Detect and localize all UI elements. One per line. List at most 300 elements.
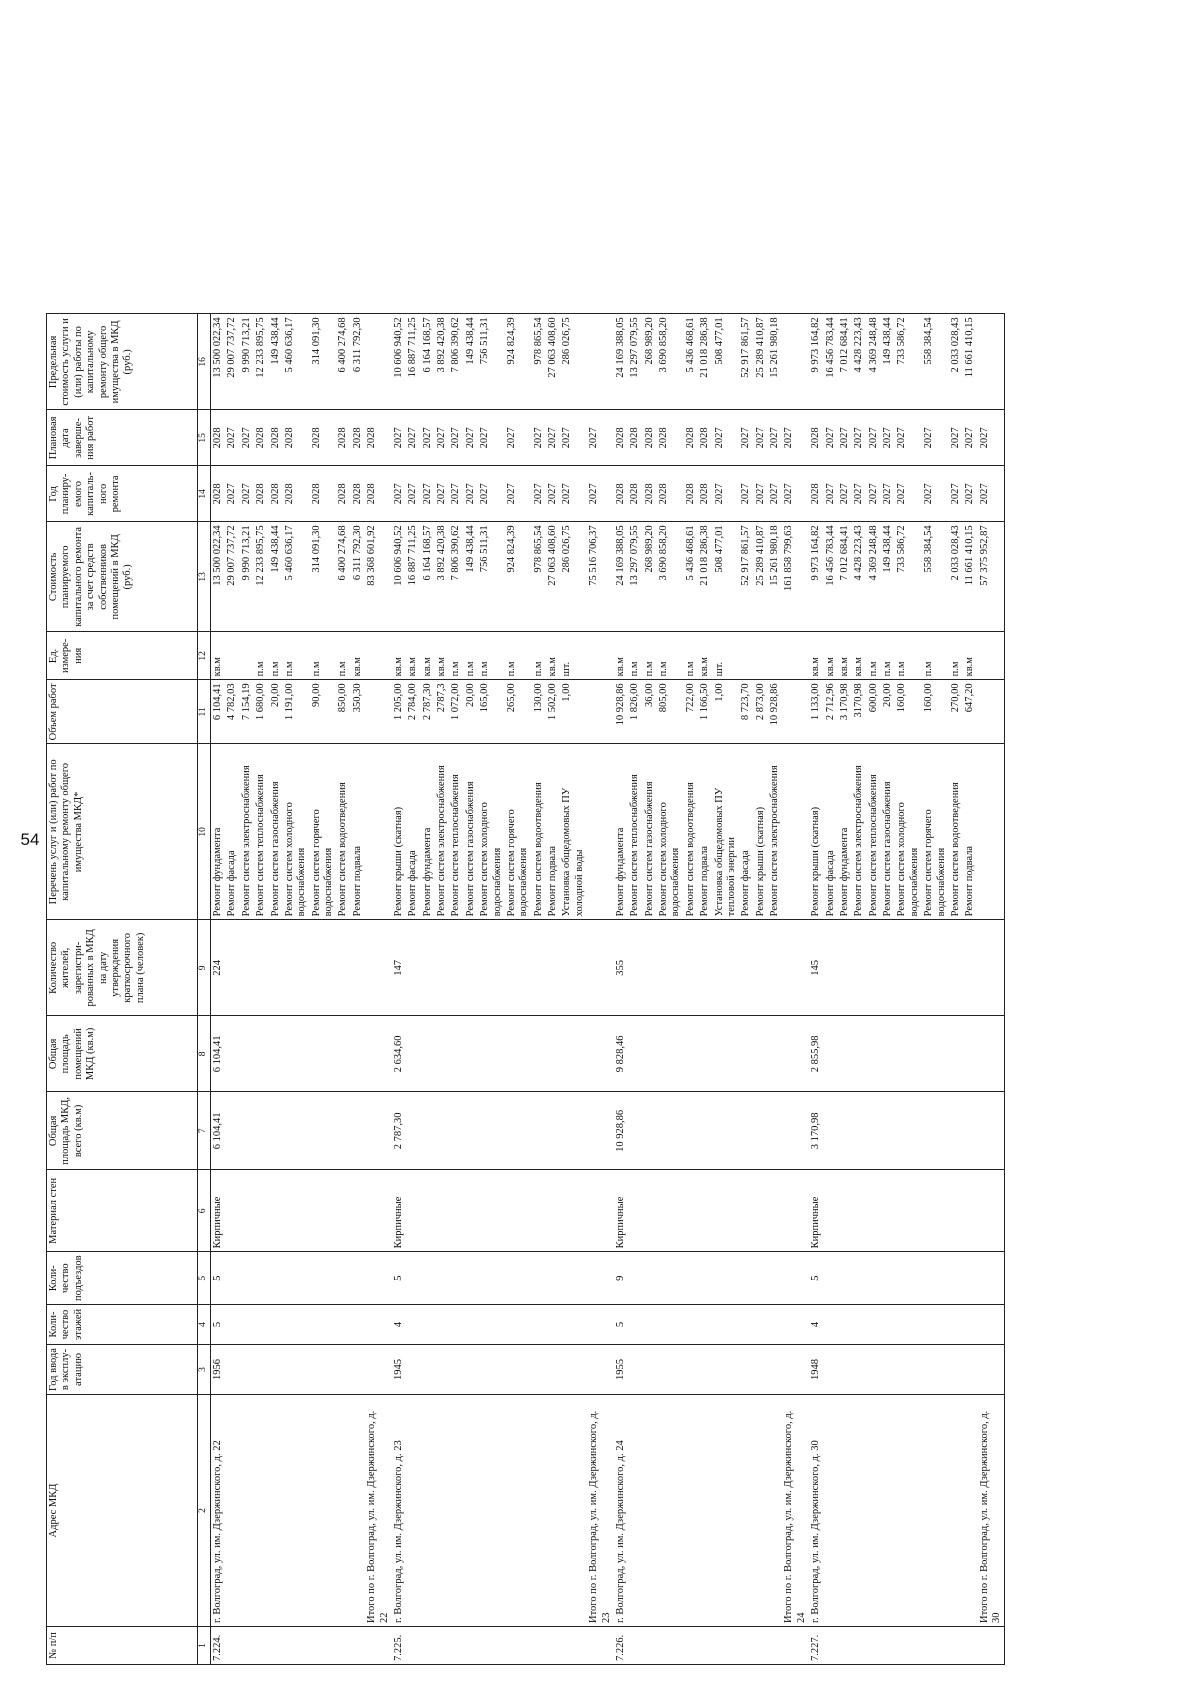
entrances-cell: [867, 1252, 881, 1305]
row-number: [895, 1627, 922, 1665]
total-area-cell: [406, 1092, 420, 1170]
row-number: [768, 1627, 782, 1665]
end-date-cell: 2027: [240, 410, 254, 466]
repair-year-cell: 2027: [768, 466, 782, 522]
entrances-cell: [310, 1252, 337, 1305]
total-cost-cell: 161 858 799,63: [782, 522, 809, 632]
work-cost-cell: 7 012 684,41: [838, 522, 852, 632]
limit-cost-cell: 13 297 079,55: [628, 314, 642, 410]
work-volume-cell: 10 928,86: [768, 680, 782, 744]
limit-cost-cell: 16 456 783,44: [824, 314, 838, 410]
end-date-cell: 2027: [867, 410, 881, 466]
unit-cell: п.м: [478, 632, 505, 680]
residents-cell: 145: [809, 920, 823, 1016]
end-date-cell: 2028: [269, 410, 283, 466]
unit-cell: п.м: [881, 632, 895, 680]
total-area-cell: [824, 1092, 838, 1170]
row-number: [713, 1627, 740, 1665]
work-name-cell: Ремонт систем холодного водоснабжения: [895, 744, 922, 920]
floors-cell: 4: [809, 1305, 823, 1345]
floors-cell: [643, 1305, 657, 1345]
table-body: [211, 314, 1005, 1665]
total-area-cell: [449, 1092, 463, 1170]
unit-cell: кв.м: [421, 632, 435, 680]
work-name-cell: Ремонт систем теплоснабжения: [449, 744, 463, 920]
work-name-cell: Ремонт фундамента: [614, 744, 628, 920]
year-built-cell: [754, 1345, 768, 1395]
floors-cell: [478, 1305, 505, 1345]
limit-cost-cell: 2 033 028,43: [949, 314, 963, 410]
entrances-cell: [478, 1252, 505, 1305]
total-label-cell: Итого по г. Волгоград, ул. им. Дзержинского, д. 30: [978, 1395, 1005, 1627]
unit-cell: п.м: [532, 632, 546, 680]
header-cell-10: Перечень услуг и (или) работ по капитальному ремонту общего имущества МКД*: [47, 744, 198, 920]
unit-cell: кв.м: [824, 632, 838, 680]
year-built-cell: [269, 1345, 283, 1395]
header-cell-16: Предельная стоимость услуги и (или) работы по капитальному ремонту общего имущества в МКД (руб.): [47, 314, 198, 410]
residents-cell: [963, 920, 977, 1016]
wall-material-cell: [895, 1170, 922, 1252]
address-cell: [824, 1395, 838, 1627]
work-row: [754, 314, 768, 1665]
address-cell: [310, 1395, 337, 1627]
floors-cell: [546, 1305, 560, 1345]
year-built-cell: [406, 1345, 420, 1395]
header-cell-11: Объем работ: [47, 680, 198, 744]
work-row: [421, 314, 435, 1665]
total-empty-cell: [587, 1170, 614, 1252]
address-cell: [406, 1395, 420, 1627]
rooms-area-cell: [254, 1016, 268, 1092]
end-date-cell: 2027: [532, 410, 546, 466]
work-volume-cell: 850,00: [336, 680, 350, 744]
floors-cell: [532, 1305, 546, 1345]
rooms-area-cell: [560, 1016, 587, 1092]
work-row: [310, 314, 337, 1665]
rooms-area-cell: [698, 1016, 712, 1092]
rooms-area-cell: [435, 1016, 449, 1092]
rooms-area-cell: [895, 1016, 922, 1092]
residents-cell: [643, 920, 657, 1016]
entrances-cell: [532, 1252, 546, 1305]
work-row: [392, 314, 406, 1665]
repair-year-cell: 2028: [657, 466, 684, 522]
header-cell-4: Коли-чество этажей: [47, 1305, 198, 1345]
column-number-7: 7: [198, 1092, 211, 1170]
limit-cost-cell: 11 661 410,15: [963, 314, 977, 410]
floors-cell: [628, 1305, 642, 1345]
entrances-cell: [768, 1252, 782, 1305]
unit-cell: п.м: [464, 632, 478, 680]
repair-year-cell: 2027: [532, 466, 546, 522]
floors-cell: [406, 1305, 420, 1345]
residents-cell: [240, 920, 254, 1016]
repair-year-cell: 2027: [449, 466, 463, 522]
address-cell: [895, 1395, 922, 1627]
repair-year-cell: 2027: [949, 466, 963, 522]
work-name-cell: Ремонт систем теплоснабжения: [867, 744, 881, 920]
residents-cell: [478, 920, 505, 1016]
repair-year-cell: 2027: [963, 466, 977, 522]
work-row: [867, 314, 881, 1665]
year-built-cell: [225, 1345, 239, 1395]
limit-cost-cell: 16 887 711,25: [406, 314, 420, 410]
unit-cell: кв.м: [809, 632, 823, 680]
work-cost-cell: 5 436 468,61: [684, 522, 698, 632]
residents-cell: [881, 920, 895, 1016]
work-name-cell: Ремонт фасада: [406, 744, 420, 920]
floors-cell: [867, 1305, 881, 1345]
work-name-cell: Ремонт систем водоотведения: [684, 744, 698, 920]
residents-cell: [421, 920, 435, 1016]
header-cell-8: Общая площадь помещений МКД (кв.м): [47, 1016, 198, 1092]
rooms-area-cell: [852, 1016, 866, 1092]
total-empty-cell: [365, 1345, 392, 1395]
address-cell: [768, 1395, 782, 1627]
residents-cell: [657, 920, 684, 1016]
rooms-area-cell: [684, 1016, 698, 1092]
wall-material-cell: [922, 1170, 949, 1252]
header-cell-12: Ед. измере-ния: [47, 632, 198, 680]
rooms-area-cell: 2 634,60: [392, 1016, 406, 1092]
year-built-cell: 1956: [211, 1345, 226, 1395]
work-cost-cell: 3 892 420,38: [435, 522, 449, 632]
year-built-cell: [963, 1345, 977, 1395]
floors-cell: [254, 1305, 268, 1345]
rooms-area-cell: [336, 1016, 350, 1092]
work-cost-cell: 6 164 168,57: [421, 522, 435, 632]
header-cell-6: Материал стен: [47, 1170, 198, 1252]
work-name-cell: Ремонт систем холодного водоснабжения: [283, 744, 310, 920]
limit-cost-cell: 149 438,44: [269, 314, 283, 410]
total-area-cell: [269, 1092, 283, 1170]
total-area-cell: [505, 1092, 532, 1170]
entrances-cell: [336, 1252, 350, 1305]
row-number: [922, 1627, 949, 1665]
address-cell: [254, 1395, 268, 1627]
end-date-cell: 2028: [698, 410, 712, 466]
wall-material-cell: [351, 1170, 365, 1252]
total-area-cell: [478, 1092, 505, 1170]
total-empty-cell: [782, 680, 809, 744]
work-cost-cell: 11 661 410,15: [963, 522, 977, 632]
unit-cell: п.м: [310, 632, 337, 680]
work-name-cell: Ремонт фундамента: [421, 744, 435, 920]
work-volume-cell: 130,00: [532, 680, 546, 744]
address-cell: [922, 1395, 949, 1627]
repair-year-cell: 2028: [254, 466, 268, 522]
row-number: [963, 1627, 977, 1665]
work-name-cell: Ремонт систем горячего водоснабжения: [505, 744, 532, 920]
address-cell: [963, 1395, 977, 1627]
total-area-cell: [949, 1092, 963, 1170]
floors-cell: [922, 1305, 949, 1345]
work-cost-cell: 6 311 792,30: [351, 522, 365, 632]
row-number: [310, 1627, 337, 1665]
year-built-cell: [739, 1345, 753, 1395]
unit-cell: [768, 632, 782, 680]
wall-material-cell: [684, 1170, 698, 1252]
total-area-cell: [881, 1092, 895, 1170]
total-area-cell: [838, 1092, 852, 1170]
residents-cell: [254, 920, 268, 1016]
rooms-area-cell: [824, 1016, 838, 1092]
work-name-cell: Ремонт систем электроснабжения: [768, 744, 782, 920]
year-built-cell: [643, 1345, 657, 1395]
work-name-cell: Ремонт систем водоотведения: [949, 744, 963, 920]
work-volume-cell: 20,00: [269, 680, 283, 744]
column-number-1: 1: [198, 1627, 211, 1665]
limit-cost-cell: 13 500 022,34: [211, 314, 226, 410]
year-built-cell: [254, 1345, 268, 1395]
total-area-cell: [421, 1092, 435, 1170]
work-cost-cell: 4 428 223,43: [852, 522, 866, 632]
total-area-cell: [283, 1092, 310, 1170]
row-number: [698, 1627, 712, 1665]
work-cost-cell: 15 261 980,18: [768, 522, 782, 632]
row-number: [684, 1627, 698, 1665]
rooms-area-cell: [351, 1016, 365, 1092]
year-built-cell: [505, 1345, 532, 1395]
end-date-cell: 2028: [643, 410, 657, 466]
end-date-cell: 2027: [895, 410, 922, 466]
row-number: [254, 1627, 268, 1665]
unit-cell: п.м: [449, 632, 463, 680]
wall-material-cell: [254, 1170, 268, 1252]
repair-year-cell: 2027: [895, 466, 922, 522]
limit-cost-cell: 12 233 895,75: [254, 314, 268, 410]
address-cell: г. Волгоград, ул. им. Дзержинского, д. 24: [614, 1395, 628, 1627]
floors-cell: [963, 1305, 977, 1345]
entrances-cell: [269, 1252, 283, 1305]
limit-cost-cell: 10 606 940,52: [392, 314, 406, 410]
limit-cost-cell: 29 007 737,72: [225, 314, 239, 410]
rooms-area-cell: [449, 1016, 463, 1092]
total-area-cell: 6 104,41: [211, 1092, 226, 1170]
work-name-cell: Ремонт систем горячего водоснабжения: [922, 744, 949, 920]
work-volume-cell: 600,00: [867, 680, 881, 744]
end-date-cell: 2027: [406, 410, 420, 466]
work-volume-cell: 1 680,00: [254, 680, 268, 744]
wall-material-cell: [838, 1170, 852, 1252]
rooms-area-cell: [922, 1016, 949, 1092]
year-built-cell: [351, 1345, 365, 1395]
total-empty-cell: [978, 1170, 1005, 1252]
year-built-cell: [852, 1345, 866, 1395]
limit-cost-cell: 149 438,44: [464, 314, 478, 410]
end-date-cell: 2027: [739, 410, 753, 466]
repair-year-cell: 2028: [628, 466, 642, 522]
address-cell: [881, 1395, 895, 1627]
rooms-area-cell: [406, 1016, 420, 1092]
row-number: [449, 1627, 463, 1665]
repair-plan-table: [46, 313, 1005, 1665]
floors-cell: [881, 1305, 895, 1345]
total-empty-cell: [365, 744, 392, 920]
limit-cost-cell: 756 511,31: [478, 314, 505, 410]
total-empty-cell: [587, 744, 614, 920]
row-number: 7.227.: [809, 1627, 823, 1665]
total-limit-cell: [587, 314, 614, 410]
work-name-cell: Ремонт систем горячего водоснабжения: [310, 744, 337, 920]
total-empty-cell: [365, 680, 392, 744]
unit-cell: [225, 632, 239, 680]
work-row: [240, 314, 254, 1665]
wall-material-cell: [435, 1170, 449, 1252]
year-built-cell: [949, 1345, 963, 1395]
work-cost-cell: 27 063 408,60: [546, 522, 560, 632]
total-area-cell: [754, 1092, 768, 1170]
row-number: [881, 1627, 895, 1665]
end-date-cell: 2027: [546, 410, 560, 466]
unit-cell: [754, 632, 768, 680]
work-cost-cell: 9 990 713,21: [240, 522, 254, 632]
end-date-cell: 2027: [963, 410, 977, 466]
floors-cell: [895, 1305, 922, 1345]
floors-cell: [852, 1305, 866, 1345]
end-date-cell: 2027: [949, 410, 963, 466]
address-cell: [698, 1395, 712, 1627]
rooms-area-cell: [269, 1016, 283, 1092]
entrances-cell: [684, 1252, 698, 1305]
limit-cost-cell: 6 164 168,57: [421, 314, 435, 410]
floors-cell: [949, 1305, 963, 1345]
rooms-area-cell: [421, 1016, 435, 1092]
year-built-cell: 1945: [392, 1345, 406, 1395]
work-row: [254, 314, 268, 1665]
wall-material-cell: [532, 1170, 546, 1252]
total-spacer: [978, 1627, 1005, 1665]
residents-cell: [449, 920, 463, 1016]
end-date-cell: 2028: [336, 410, 350, 466]
repair-year-cell: 2028: [684, 466, 698, 522]
work-row: [449, 314, 463, 1665]
entrances-cell: 5: [211, 1252, 226, 1305]
end-date-cell: 2028: [310, 410, 337, 466]
row-number: [838, 1627, 852, 1665]
limit-cost-cell: 268 989,20: [643, 314, 657, 410]
unit-cell: кв.м: [351, 632, 365, 680]
rooms-area-cell: [754, 1016, 768, 1092]
unit-cell: кв.м: [698, 632, 712, 680]
floors-cell: [225, 1305, 239, 1345]
address-cell: [684, 1395, 698, 1627]
end-date-cell: 2027: [464, 410, 478, 466]
total-empty-cell: [587, 1305, 614, 1345]
unit-cell: п.м: [922, 632, 949, 680]
total-area-cell: [713, 1092, 740, 1170]
work-cost-cell: 756 511,31: [478, 522, 505, 632]
end-date-cell: 2027: [435, 410, 449, 466]
residents-cell: [283, 920, 310, 1016]
row-number: [336, 1627, 350, 1665]
work-name-cell: Ремонт фундамента: [838, 744, 852, 920]
work-cost-cell: 314 091,30: [310, 522, 337, 632]
wall-material-cell: [867, 1170, 881, 1252]
year-built-cell: [838, 1345, 852, 1395]
work-volume-cell: 2 712,96: [824, 680, 838, 744]
total-spacer: [782, 1627, 809, 1665]
total-empty-cell: [365, 1252, 392, 1305]
row-number: [560, 1627, 587, 1665]
unit-cell: п.м: [269, 632, 283, 680]
work-row: [838, 314, 852, 1665]
work-name-cell: Ремонт систем газоснабжения: [643, 744, 657, 920]
rooms-area-cell: [464, 1016, 478, 1092]
total-empty-cell: [365, 632, 392, 680]
residents-cell: [895, 920, 922, 1016]
work-volume-cell: 160,00: [922, 680, 949, 744]
work-cost-cell: 24 169 388,05: [614, 522, 628, 632]
year-built-cell: [464, 1345, 478, 1395]
unit-cell: кв.м: [852, 632, 866, 680]
repair-year-cell: 2027: [713, 466, 740, 522]
limit-cost-cell: 4 369 248,48: [867, 314, 881, 410]
wall-material-cell: [464, 1170, 478, 1252]
work-volume-cell: 2 787,30: [421, 680, 435, 744]
repair-year-cell: 2027: [824, 466, 838, 522]
work-name-cell: Ремонт систем теплоснабжения: [628, 744, 642, 920]
work-cost-cell: 149 438,44: [881, 522, 895, 632]
total-end-cell: 2027: [978, 410, 1005, 466]
total-area-cell: [963, 1092, 977, 1170]
column-number-5: 5: [198, 1252, 211, 1305]
entrances-cell: [657, 1252, 684, 1305]
residents-cell: [406, 920, 420, 1016]
residents-cell: [505, 920, 532, 1016]
year-built-cell: [768, 1345, 782, 1395]
unit-cell: кв.м: [838, 632, 852, 680]
floors-cell: [713, 1305, 740, 1345]
total-empty-cell: [365, 1016, 392, 1092]
row-number: [505, 1627, 532, 1665]
floors-cell: 4: [392, 1305, 406, 1345]
work-row: [739, 314, 753, 1665]
work-cost-cell: 16 456 783,44: [824, 522, 838, 632]
entrances-cell: [824, 1252, 838, 1305]
wall-material-cell: Кирпичные: [392, 1170, 406, 1252]
total-area-cell: [560, 1092, 587, 1170]
wall-material-cell: [406, 1170, 420, 1252]
end-date-cell: 2027: [392, 410, 406, 466]
repair-year-cell: 2027: [421, 466, 435, 522]
work-name-cell: Ремонт фасада: [824, 744, 838, 920]
work-name-cell: Ремонт крыши (скатная): [392, 744, 406, 920]
total-area-cell: [768, 1092, 782, 1170]
year-built-cell: [628, 1345, 642, 1395]
work-row: [698, 314, 712, 1665]
total-empty-cell: [978, 744, 1005, 920]
address-cell: [225, 1395, 239, 1627]
end-date-cell: 2027: [421, 410, 435, 466]
floors-cell: [449, 1305, 463, 1345]
wall-material-cell: [949, 1170, 963, 1252]
repair-year-cell: 2027: [240, 466, 254, 522]
header-cell-3: Год ввода в эксплу-атацию: [47, 1345, 198, 1395]
floors-cell: [838, 1305, 852, 1345]
total-empty-cell: [978, 680, 1005, 744]
end-date-cell: 2027: [824, 410, 838, 466]
limit-cost-cell: 24 169 388,05: [614, 314, 628, 410]
address-cell: [560, 1395, 587, 1627]
entrances-cell: [643, 1252, 657, 1305]
total-cost-cell: 75 516 706,37: [587, 522, 614, 632]
work-volume-cell: 90,00: [310, 680, 337, 744]
total-area-cell: [852, 1092, 866, 1170]
unit-cell: п.м: [336, 632, 350, 680]
rooms-area-cell: 2 855,98: [809, 1016, 823, 1092]
entrances-cell: [852, 1252, 866, 1305]
